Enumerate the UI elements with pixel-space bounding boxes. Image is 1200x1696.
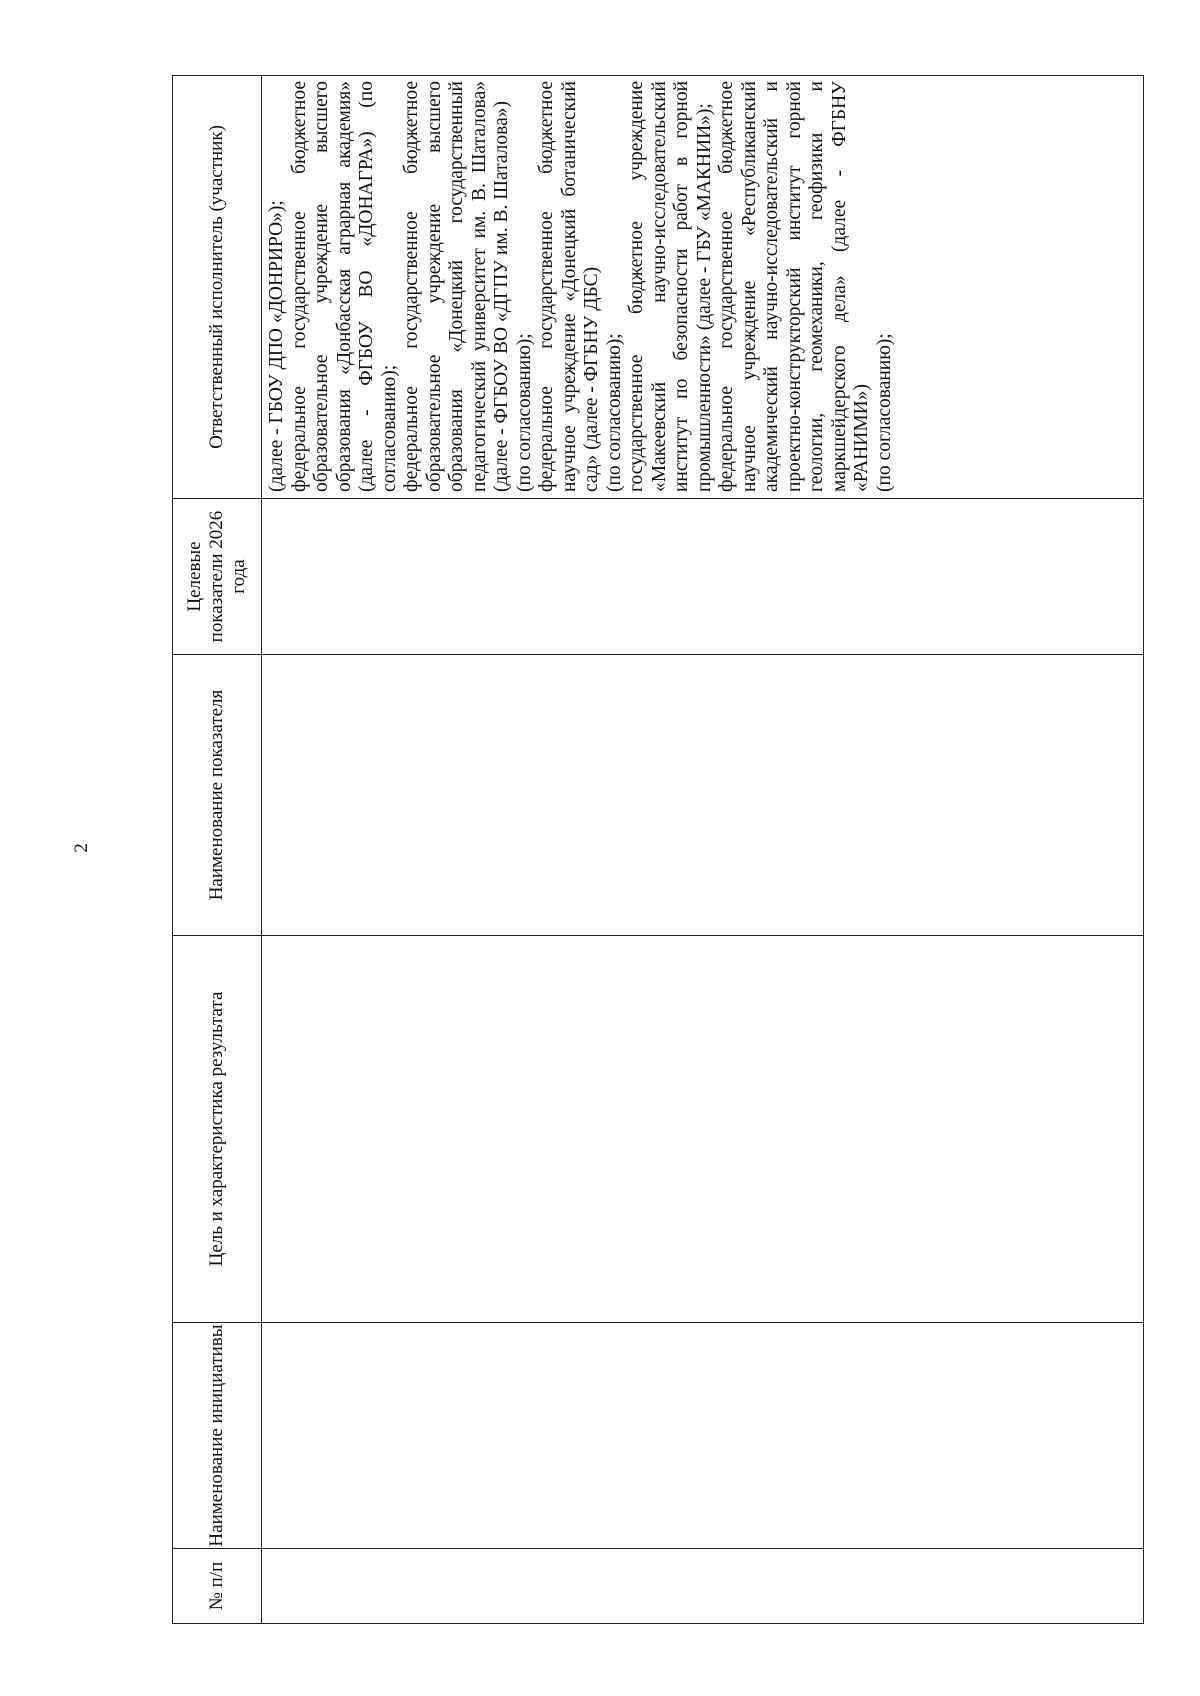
responsible-line: государственное бюджетное учреждение «Макеевский научно-исследовательский институт по безопасности работ в горной промышленности» (далее - ГБУ «МАКНИИ»); — [626, 81, 715, 492]
responsible-line: федеральное государственное бюджетное научное учреждение «Донецкий ботанический сад» (далее - ФГБНУ ДБС) — [536, 81, 602, 492]
responsible-line: (далее - ГБОУ ДПО «ДОНРИРО»); — [266, 200, 287, 492]
cell-target — [262, 499, 1144, 655]
responsible-line: (по согласованию); — [603, 333, 625, 492]
responsible-line: (по согласованию); — [873, 333, 895, 492]
responsible-line: федеральное государственное бюджетное образовательное учреждение высшего образования «Донецкий государственный педагогический университет им. В. Шаталова» (далее - ФГБОУ ВО «ДГПУ им. В. Шаталова») — [401, 81, 512, 492]
cell-goal — [262, 936, 1144, 1323]
rotated-table — [172, 76, 1144, 1624]
cell-num — [262, 1549, 1144, 1624]
cell-indicator — [262, 655, 1144, 936]
cell-initiative — [262, 1323, 1144, 1549]
responsible-line: федеральное государственное бюджетное образовательное учреждение высшего образования «Донбасская аграрная академия» (далее - ФГБОУ ВО «ДОНАГРА») (по согласованию); — [288, 81, 400, 492]
table-row — [262, 76, 1144, 1624]
header-target: Целевые показатели 2026 года — [173, 499, 262, 655]
cell-responsible — [262, 76, 1144, 499]
table-container — [172, 76, 1144, 1624]
responsible-line: федеральное государственное бюджетное научное учреждение «Республиканский академический научно-исследовательский и проектно-конструкторский институт горной геологии, геомеханики, геофизики и маркшейдерского дела» (далее - ФГБНУ «РАНИМИ») — [716, 81, 872, 492]
header-num: № п/п — [173, 1549, 262, 1624]
page-number: 2 — [71, 843, 92, 853]
header-indicator: Наименование показателя — [173, 655, 262, 936]
header-initiative: Наименование инициативы — [173, 1323, 262, 1549]
responsible-line: (по согласованию); — [513, 333, 535, 492]
initiatives-table — [172, 75, 1144, 1624]
header-responsible: Ответственный исполнитель (участник) — [173, 76, 262, 499]
table-header-row — [173, 76, 262, 1624]
header-goal: Цель и характеристика результата — [173, 936, 262, 1323]
